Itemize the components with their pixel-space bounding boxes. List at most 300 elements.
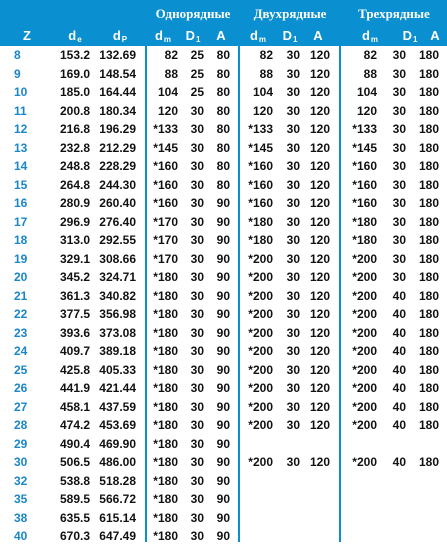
cell-a-double: 120	[309, 325, 330, 340]
cell-dm-double	[241, 509, 273, 528]
cell-d1-triple: 30	[392, 66, 406, 81]
cell-d1-single: 30	[190, 473, 204, 488]
cell-d1-double	[276, 472, 300, 491]
cell-dp: 324.71	[99, 270, 136, 284]
table-row	[0, 287, 447, 306]
cell-d1-double: 30	[286, 325, 300, 340]
col-dm-header-double: $d_m$	[249, 28, 267, 44]
cell-d1-single: 25	[190, 48, 204, 62]
cell-dm-double	[241, 527, 273, 546]
cell-dp: 228.29	[99, 159, 136, 173]
cell-z: 24	[14, 344, 28, 358]
cell-dm-single: *180	[153, 288, 178, 303]
table-row	[0, 102, 447, 121]
cell-d1-double	[276, 490, 300, 509]
cell-d1-single: 30	[190, 122, 204, 136]
cell-dm-single: *180	[153, 510, 178, 525]
cell-dp: 180.34	[99, 103, 136, 118]
table-body	[0, 46, 447, 546]
cell-d1-single: 30	[190, 103, 204, 118]
cell-z: 9	[14, 66, 21, 81]
cell-d1-single: 30	[190, 455, 204, 469]
cell-dm-single: *170	[153, 214, 178, 229]
cell-dm-triple: *200	[352, 381, 377, 395]
cell-a-single: 80	[216, 159, 230, 173]
cell-d1-single: 30	[190, 159, 204, 173]
cell-d1-single: 30	[190, 418, 204, 432]
cell-a-triple: 180	[418, 103, 439, 118]
cell-dm-single: *180	[153, 344, 178, 358]
cell-a-triple: 180	[418, 196, 439, 210]
cell-a-single: 90	[216, 418, 230, 432]
cell-de: 264.8	[59, 177, 90, 192]
cell-dm-single: *180	[153, 436, 178, 451]
table-row	[0, 416, 447, 435]
cell-a-double: 120	[309, 140, 330, 155]
cell-dm-triple	[345, 472, 377, 491]
cell-dm-single: *180	[153, 418, 178, 432]
cell-dp: 518.28	[99, 473, 136, 488]
cell-a-triple	[412, 472, 439, 491]
table-row	[0, 46, 447, 65]
cell-dm-double: *200	[248, 344, 273, 358]
cell-d1-triple: 40	[392, 288, 406, 303]
cell-dp: 196.29	[99, 122, 136, 136]
cell-dm-triple: *160	[352, 196, 377, 210]
cell-dp: 469.90	[99, 436, 136, 451]
cell-a-triple	[412, 435, 439, 454]
cell-d1-triple: 40	[392, 362, 406, 377]
cell-d1-single: 30	[190, 529, 204, 543]
cell-dm-single: *133	[153, 122, 178, 136]
cell-z: 26	[14, 381, 28, 395]
cell-de: 538.8	[59, 473, 90, 488]
cell-de: 490.4	[59, 436, 90, 451]
cell-dm-triple: *160	[352, 177, 377, 192]
cell-dp: 148.54	[99, 66, 136, 81]
cell-a-double	[302, 490, 330, 509]
table-row	[0, 83, 447, 102]
cell-dp: 260.40	[99, 196, 136, 210]
cell-a-triple: 180	[418, 455, 439, 469]
cell-a-single: 90	[216, 325, 230, 340]
cell-de: 474.2	[59, 418, 90, 432]
cell-a-triple: 180	[418, 270, 439, 284]
cell-dp: 308.66	[99, 251, 136, 266]
cell-a-double	[302, 509, 330, 528]
cell-z: 8	[14, 48, 21, 62]
cell-a-single: 80	[216, 85, 230, 99]
cell-d1-triple	[386, 435, 406, 454]
table-row	[0, 213, 447, 232]
cell-d1-triple: 30	[392, 177, 406, 192]
cell-dm-double: *200	[248, 455, 273, 469]
cell-a-triple	[412, 509, 439, 528]
table-row	[0, 527, 447, 546]
cell-a-single: 90	[216, 196, 230, 210]
cell-z: 13	[14, 140, 28, 155]
cell-a-single: 80	[216, 140, 230, 155]
cell-a-triple: 180	[418, 48, 439, 62]
cell-dm-single: *180	[153, 473, 178, 488]
cell-de: 200.8	[59, 103, 90, 118]
cell-dm-triple: *200	[352, 344, 377, 358]
cell-a-single: 90	[216, 492, 230, 506]
cell-a-single: 80	[216, 66, 230, 81]
col-a-header-triple: A	[430, 28, 440, 43]
cell-dm-triple: *145	[352, 140, 377, 155]
cell-dm-triple: *160	[352, 159, 377, 173]
cell-a-double: 120	[309, 233, 330, 247]
cell-z: 35	[14, 492, 28, 506]
cell-a-triple: 180	[418, 233, 439, 247]
cell-d1-single: 30	[190, 140, 204, 155]
table-row	[0, 342, 447, 361]
cell-dm-single: *180	[153, 381, 178, 395]
cell-dm-single: 88	[164, 66, 178, 81]
cell-a-triple: 180	[418, 362, 439, 377]
cell-de: 409.7	[59, 344, 90, 358]
cell-d1-triple: 30	[392, 103, 406, 118]
cell-z: 32	[14, 473, 28, 488]
cell-dm-triple: *200	[352, 251, 377, 266]
cell-d1-triple: 40	[392, 381, 406, 395]
cell-d1-double: 30	[286, 362, 300, 377]
cell-a-single: 90	[216, 510, 230, 525]
table-row	[0, 324, 447, 343]
cell-a-double: 120	[309, 177, 330, 192]
col-d1-header-single: $D_1$	[185, 28, 201, 44]
cell-dp: 405.33	[99, 362, 136, 377]
cell-d1-double	[276, 435, 300, 454]
cell-dp: 373.08	[99, 325, 136, 340]
cell-d1-single: 30	[190, 362, 204, 377]
cell-a-single: 90	[216, 455, 230, 469]
cell-d1-double: 30	[286, 122, 300, 136]
cell-d1-triple: 40	[392, 455, 406, 469]
cell-d1-double: 30	[286, 288, 300, 303]
cell-a-double: 120	[309, 48, 330, 62]
cell-de: 248.8	[59, 159, 90, 173]
cell-dp: 437.59	[99, 399, 136, 414]
cell-a-single: 80	[216, 122, 230, 136]
table-row	[0, 305, 447, 324]
cell-dm-double: *200	[248, 307, 273, 321]
cell-z: 30	[14, 455, 28, 469]
cell-d1-double: 30	[286, 418, 300, 432]
table-row	[0, 361, 447, 380]
cell-d1-double: 30	[286, 85, 300, 99]
cell-a-double	[302, 435, 330, 454]
cell-dm-triple: 104	[356, 85, 377, 99]
cell-a-triple: 180	[418, 159, 439, 173]
cell-d1-single: 30	[190, 288, 204, 303]
cell-dm-double: 82	[259, 48, 273, 62]
cell-dm-double: *160	[248, 177, 273, 192]
cell-z: 23	[14, 325, 28, 340]
cell-d1-single: 30	[190, 270, 204, 284]
cell-d1-triple: 40	[392, 325, 406, 340]
cell-d1-double: 30	[286, 140, 300, 155]
cell-dm-triple: *180	[352, 214, 377, 229]
cell-a-double: 120	[309, 418, 330, 432]
cell-dp: 356.98	[99, 307, 136, 321]
col-d1-header-triple: $D_1$	[402, 28, 418, 44]
cell-d1-single: 30	[190, 251, 204, 266]
cell-a-triple	[412, 527, 439, 546]
cell-dm-double	[241, 435, 273, 454]
cell-dm-triple: *200	[352, 362, 377, 377]
cell-a-double: 120	[309, 85, 330, 99]
col-d1-header-double: $D_1$	[282, 28, 298, 44]
cell-a-double: 120	[309, 214, 330, 229]
cell-dp: 615.14	[99, 510, 136, 525]
cell-dm-double	[241, 490, 273, 509]
cell-a-single: 90	[216, 381, 230, 395]
cell-dp: 486.00	[99, 455, 136, 469]
cell-z: 18	[14, 233, 28, 247]
cell-d1-double: 30	[286, 251, 300, 266]
cell-dm-single: *170	[153, 251, 178, 266]
table-header	[0, 0, 447, 46]
cell-dm-single: *160	[153, 177, 178, 192]
table-row	[0, 472, 447, 491]
cell-de: 313.0	[59, 233, 90, 247]
cell-d1-triple: 30	[392, 85, 406, 99]
cell-a-triple: 180	[418, 85, 439, 99]
cell-d1-double: 30	[286, 233, 300, 247]
cell-a-triple: 180	[418, 344, 439, 358]
cell-a-single: 90	[216, 473, 230, 488]
cell-a-single: 90	[216, 344, 230, 358]
cell-dm-single: 82	[164, 48, 178, 62]
cell-dm-double: *200	[248, 251, 273, 266]
cell-dp: 244.30	[99, 177, 136, 192]
cell-a-single: 80	[216, 103, 230, 118]
cell-z: 19	[14, 251, 28, 266]
cell-a-triple: 180	[418, 399, 439, 414]
cell-z: 27	[14, 399, 28, 414]
cell-de: 635.5	[59, 510, 90, 525]
cell-dm-single: *145	[153, 140, 178, 155]
cell-z: 10	[14, 85, 28, 99]
group-triple-row: Трехрядные	[358, 6, 430, 21]
cell-dm-single: *180	[153, 529, 178, 543]
cell-dm-double: *200	[248, 418, 273, 432]
cell-a-single: 90	[216, 436, 230, 451]
cell-dm-double: *200	[248, 399, 273, 414]
cell-a-double: 120	[309, 362, 330, 377]
table-row	[0, 453, 447, 472]
cell-dm-double: *160	[248, 159, 273, 173]
cell-d1-triple	[386, 472, 406, 491]
col-dm-header-single: $d_m$	[154, 28, 172, 44]
cell-d1-triple	[386, 527, 406, 546]
cell-dm-single: 120	[157, 103, 178, 118]
cell-d1-single: 30	[190, 307, 204, 321]
cell-dm-double: *200	[248, 270, 273, 284]
cell-dp: 276.40	[99, 214, 136, 229]
cell-dp: 453.69	[99, 418, 136, 432]
cell-a-triple: 180	[418, 325, 439, 340]
cell-d1-double: 30	[286, 270, 300, 284]
cell-a-triple: 180	[418, 122, 439, 136]
table-row	[0, 268, 447, 287]
cell-dm-single: *160	[153, 159, 178, 173]
table-row	[0, 176, 447, 195]
cell-dm-triple: *200	[352, 307, 377, 321]
cell-dm-single: *170	[153, 233, 178, 247]
cell-a-triple: 180	[418, 177, 439, 192]
cell-d1-double: 30	[286, 66, 300, 81]
cell-a-single: 90	[216, 270, 230, 284]
cell-a-triple: 180	[418, 140, 439, 155]
cell-a-single: 90	[216, 307, 230, 321]
table-row	[0, 435, 447, 454]
cell-dm-double: *200	[248, 288, 273, 303]
cell-a-double: 120	[309, 103, 330, 118]
cell-dp: 389.18	[99, 344, 136, 358]
cell-z: 20	[14, 270, 28, 284]
cell-a-double: 120	[309, 399, 330, 414]
cell-d1-triple: 30	[392, 196, 406, 210]
cell-d1-double: 30	[286, 381, 300, 395]
cell-de: 458.1	[59, 399, 90, 414]
cell-d1-double: 30	[286, 48, 300, 62]
cell-d1-triple: 30	[392, 270, 406, 284]
cell-dm-triple: *200	[352, 399, 377, 414]
cell-dm-triple: *200	[352, 270, 377, 284]
cell-dm-triple	[345, 527, 377, 546]
cell-d1-triple: 30	[392, 159, 406, 173]
cell-z: 28	[14, 418, 28, 432]
cell-dm-triple	[345, 509, 377, 528]
cell-de: 185.0	[59, 85, 90, 99]
cell-z: 38	[14, 510, 28, 525]
cell-dm-triple: *133	[352, 122, 377, 136]
cell-dp: 566.72	[99, 492, 136, 506]
cell-dm-triple	[345, 490, 377, 509]
cell-de: 441.9	[59, 381, 90, 395]
group-single-row: Однорядные	[155, 6, 231, 21]
cell-d1-triple: 30	[392, 251, 406, 266]
cell-de: 296.9	[59, 214, 90, 229]
cell-z: 21	[14, 288, 28, 303]
cell-dm-single: *180	[153, 307, 178, 321]
cell-dm-triple: 82	[363, 48, 377, 62]
cell-a-triple: 180	[418, 381, 439, 395]
cell-a-triple: 180	[418, 66, 439, 81]
cell-dm-double: 88	[259, 66, 273, 81]
cell-a-triple: 180	[418, 251, 439, 266]
cell-de: 169.0	[59, 66, 90, 81]
cell-a-double: 120	[309, 288, 330, 303]
cell-dm-single: *180	[153, 270, 178, 284]
cell-a-double: 120	[309, 381, 330, 395]
cell-a-double: 120	[309, 196, 330, 210]
cell-dm-single: *180	[153, 325, 178, 340]
table-row	[0, 157, 447, 176]
table-row	[0, 65, 447, 84]
cell-a-double: 120	[309, 455, 330, 469]
cell-d1-triple: 40	[392, 307, 406, 321]
cell-z: 40	[14, 529, 28, 543]
cell-dm-double: *200	[248, 381, 273, 395]
cell-a-single: 90	[216, 399, 230, 414]
cell-dm-double: *200	[248, 362, 273, 377]
cell-z: 11	[14, 103, 27, 118]
cell-d1-triple: 40	[392, 344, 406, 358]
cell-dp: 647.49	[99, 529, 136, 543]
cell-a-single: 80	[216, 177, 230, 192]
cell-d1-triple	[386, 490, 406, 509]
cell-z: 29	[14, 436, 28, 451]
cell-dm-triple	[345, 435, 377, 454]
cell-d1-triple: 40	[392, 418, 406, 432]
cell-z: 16	[14, 196, 28, 210]
cell-dm-single: 104	[157, 85, 178, 99]
cell-a-double: 120	[309, 159, 330, 173]
cell-a-triple: 180	[418, 418, 439, 432]
cell-a-triple: 180	[418, 288, 439, 303]
col-dm-header-triple: $d_m$	[361, 28, 379, 44]
cell-d1-single: 25	[190, 85, 204, 99]
cell-d1-single: 25	[190, 66, 204, 81]
cell-a-double: 120	[309, 251, 330, 266]
cell-d1-triple: 30	[392, 48, 406, 62]
cell-a-single: 80	[216, 48, 230, 62]
cell-z: 15	[14, 177, 28, 192]
cell-d1-double: 30	[286, 307, 300, 321]
cell-d1-single: 30	[190, 436, 204, 451]
cell-de: 670.3	[59, 529, 90, 543]
cell-dm-single: *180	[153, 492, 178, 506]
cell-a-single: 90	[216, 529, 230, 543]
cell-d1-double: 30	[286, 177, 300, 192]
cell-dm-double: *133	[248, 122, 273, 136]
cell-dm-double: 104	[252, 85, 273, 99]
cell-dm-triple: *180	[352, 233, 377, 247]
cell-de: 589.5	[59, 492, 90, 506]
cell-dp: 421.44	[99, 381, 136, 395]
table-row	[0, 139, 447, 158]
cell-z: 12	[14, 122, 28, 136]
cell-dm-double: 120	[252, 103, 273, 118]
cell-dm-double: *180	[248, 233, 273, 247]
col-a-header-double: A	[313, 28, 323, 43]
cell-d1-triple: 30	[392, 233, 406, 247]
cell-d1-single: 30	[190, 492, 204, 506]
cell-d1-double: 30	[286, 159, 300, 173]
cell-d1-single: 30	[190, 214, 204, 229]
cell-de: 153.2	[59, 48, 90, 62]
cell-d1-triple: 30	[392, 140, 406, 155]
cell-dm-triple: *200	[352, 418, 377, 432]
cell-de: 377.5	[59, 307, 90, 321]
cell-a-triple: 180	[418, 307, 439, 321]
cell-a-single: 90	[216, 251, 230, 266]
cell-a-double	[302, 527, 330, 546]
table-row	[0, 509, 447, 528]
cell-a-single: 90	[216, 233, 230, 247]
cell-z: 17	[14, 214, 28, 229]
cell-dm-single: *180	[153, 455, 178, 469]
cell-d1-single: 30	[190, 177, 204, 192]
cell-dm-triple: *200	[352, 455, 377, 469]
cell-dm-double: *200	[248, 325, 273, 340]
col-de-header: $d_e$	[68, 28, 82, 44]
cell-a-single: 90	[216, 214, 230, 229]
